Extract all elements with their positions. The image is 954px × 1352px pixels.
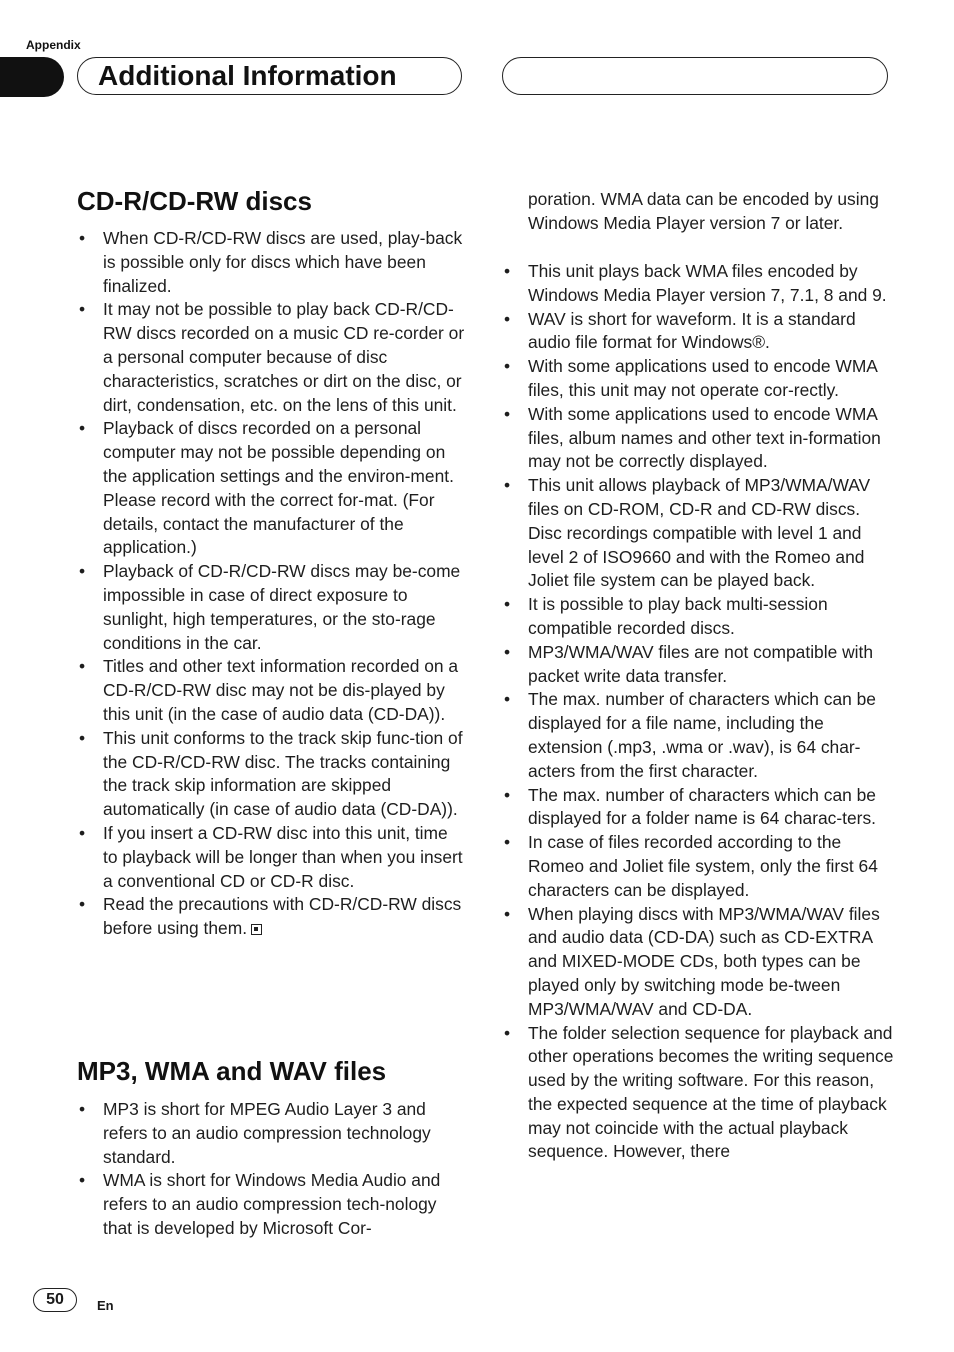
list-item: • It is possible to play back multi-session compatible recorded discs. [504,594,828,638]
list-item: • The max. number of characters which can be displayed for a file name, including the extension (.mp3, .wma or .wav), is 64 char-acters from the first character. [504,689,876,781]
list-item: • Read the precautions with CD-R/CD-RW discs before using them. [79,894,462,939]
page-title: Additional Information [98,60,397,91]
list-item: • Titles and other text information recorded on a CD-R/CD-RW disc may not be dis-played by this unit (in the case of audio data (CD-DA)). [79,656,459,724]
list-item: • With some applications used to encode WMA files, album names and other text in-formation may not be correctly displayed. [504,403,881,472]
cdr-list [77,227,467,941]
list-item: • Playback of CD-R/CD-RW discs may be-come impossible in case of direct exposure to sunlight, high temperatures, or the sto-rage conditions in the car. [79,561,461,653]
section-title-cdr: CD-R/CD-RW discs [77,186,312,216]
list-item: • WAV is short for waveform. It is a standard audio file format for Windows®. [504,308,856,353]
list-item: • This unit plays back WMA files encoded by Windows Media Player version 7, 7.1, 8 and 9. [504,261,887,305]
list-item: • When playing discs with MP3/WMA/WAV files and audio data (CD-DA) such as CD-EXTRA and MIXED-MODE CDs, both types can be played only by switching mode be-tween MP3/WMA/WAV and CD-DA. [504,903,880,1019]
list-item: • MP3/WMA/WAV files are not compatible with packet write data transfer. [504,641,874,686]
section-title-mp3: MP3, WMA and WAV files [77,1056,387,1086]
list-item: • In case of files recorded according to the Romeo and Joliet file system, only the first 64 characters can be displayed. [504,832,878,900]
language-label: En [97,1298,114,1313]
end-mark-icon [251,924,262,935]
list-item: • This unit conforms to the track skip func-tion of the CD-R/CD-RW disc. The tracks containing the track skip information are skipped automatically (in case of audio data (CD-DA)). [79,727,463,820]
list-item: • This unit allows playback of MP3/WMA/WAV files on CD-ROM, CD-R and CD-RW discs. Disc recordings compatible with level 1 and level 2 of ISO9660 and with the Romeo and Joliet file system can be played back. [504,475,871,591]
continuation-text: poration. WMA data can be encoded by using Windows Media Player version 7 or later. [528,189,879,233]
list-item: • The max. number of characters which can be displayed for a folder name is 64 charac-ters. [504,784,876,829]
header-box-empty [502,57,888,95]
list-item: • If you insert a CD-RW disc into this unit, time to playback will be longer than when you insert a conventional CD or CD-R disc. [79,822,463,891]
list-item: • MP3 is short for MPEG Audio Layer 3 and refers to an audio compression technology standard. [79,1099,431,1167]
list-item: • With some applications used to encode WMA files, this unit may not operate cor-rectly. [504,356,877,400]
mp3-list [77,1098,467,1241]
header-box [77,57,462,95]
list-item: • It may not be possible to play back CD-R/CD-RW discs recorded on a music CD re-corder or a personal computer because of disc characteristics, scratches or dirt on the disc, or dirt, condensation, etc. on the lens of this unit. [79,299,465,415]
page-number: 50 [33,1288,77,1312]
mp3-list-continued [502,260,894,1164]
list-item: • Playback of discs recorded on a personal computer may not be possible depending on the application settings and the environ-ment. Please record with the correct for-mat. (For details, contact the manufacturer of the application.) [79,418,454,558]
list-item: • The folder selection sequence for playback and other operations becomes the writing sequence used by the writing software. For this reason, the expected sequence at the time of playback may not coincide with the actual playback sequence. However, there [504,1022,894,1162]
list-item: • When CD-R/CD-RW discs are used, play-back is possible only for discs which have been finalized. [79,228,463,296]
list-item: • WMA is short for Windows Media Audio and refers to an audio compression tech-nology that is developed by Microsoft Cor- [79,1170,441,1238]
section-tab [0,57,64,97]
section-label: Appendix [26,38,81,52]
